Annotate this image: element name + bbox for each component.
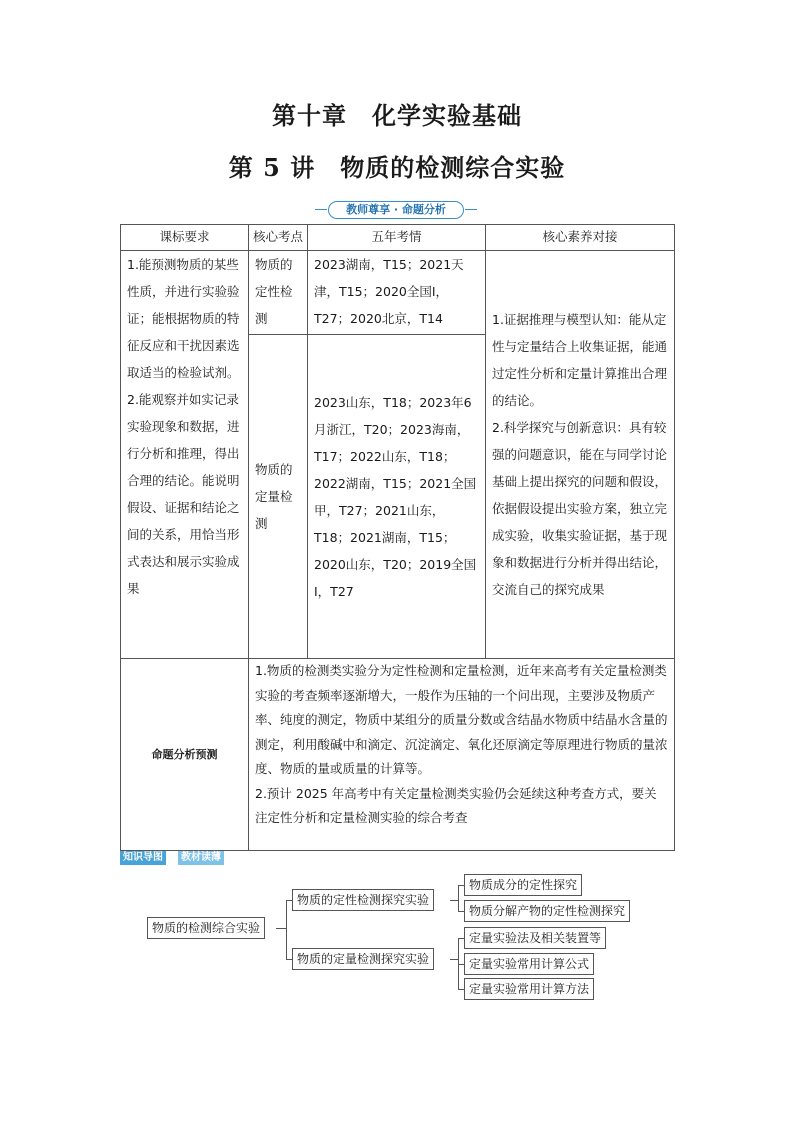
literacy-text: 1.证据推理与模型认知：能从定性与定量结合上收集证据，能通过定性分析和定量计算推出合理的结论。 2.科学探究与创新意识：具有较强的问题意识，能在与同学讨论基础上提出探究的问题和假设，依据假设提出实验方案，独立完成实验，收集实验证据，基于现象和数据进行分析并得出结论，交流自己的探究成果 (492, 312, 668, 597)
lecture-title: 第 5 讲 物质的检测综合实验 (228, 153, 566, 182)
prediction-text: 1.物质的检测类实验分为定性检测和定量检测，近年来高考有关定量检测类实验的考查频率逐渐增大，一般作为压轴的一个问出现，主要涉及物质产率、纯度的测定，物质中某组分的质量分数或含结晶水物质中结晶水含量的测定，利用酸碱中和滴定、沉淀滴定、氧化还原滴定等原理进行物质的量浓度、物质的量或质量的计算等。 2.预计 2025 年高考中有关定量检测类实验仍会延续这种考查方式，要关注定性分析和定量检测实验的综合考查 (255, 663, 668, 825)
point-quantitative-cell (249, 335, 307, 658)
exams-qualitative: 2023湖南，T15；2021天津，T15；2020全国Ⅰ，T27；2020北京，T14 (314, 257, 464, 326)
literacy-cell (486, 251, 674, 658)
mindmap-root: 物质的检测综合实验 (147, 917, 265, 939)
point-quantitative: 物质的定量检测 (255, 462, 293, 531)
tag-mindmap: 知识导图 (120, 851, 166, 865)
leaf-decomposition: 物质分解产物的定性检测探究 (464, 900, 630, 922)
header-exams: 五年考情 (371, 229, 422, 244)
leaf-formulas: 定量实验常用计算公式 (464, 953, 594, 975)
branch-quantitative: 物质的定量检测探究实验 (292, 948, 434, 970)
point-qualitative: 物质的定性检测 (255, 257, 293, 326)
header-curriculum: 课标要求 (159, 229, 210, 244)
tag-textbook: 教材读薄 (178, 851, 224, 865)
prediction-label-cell (121, 659, 248, 850)
exams-quantitative: 2023山东，T18；2023年6月浙江，T20；2023海南，T17；2022山东，T18；2022湖南，T15；2021全国甲，T27；2021山东，T18；2021湖南，T15；2020山东，T20；2019全国Ⅰ，T27 (314, 394, 477, 599)
leaf-calc-methods: 定量实验常用计算方法 (464, 978, 594, 1000)
leaf-methods: 定量实验法及相关装置等 (464, 927, 606, 949)
header-literacy: 核心素养对接 (542, 229, 618, 244)
branch-qualitative: 物质的定性检测探究实验 (292, 889, 434, 911)
chapter-title: 第十章 化学实验基础 (272, 101, 522, 130)
exams-quantitative-cell (308, 335, 485, 658)
header-point: 核心考点 (252, 229, 303, 244)
curriculum-text: 1.能预测物质的某些性质，并进行实验验证；能根据物质的特征反应和干扰因素选取适当的检验试剂。 2.能观察并如实记录实验现象和数据，进行分析和推理，得出合理的结论。能说明假设、证据和结论之间的关系，用恰当形式表达和展示实验成果 (127, 257, 240, 596)
analysis-banner: 教师尊享 · 命题分析 (328, 201, 464, 219)
prediction-label: 命题分析预测 (151, 748, 218, 761)
leaf-composition: 物质成分的定性探究 (464, 874, 582, 896)
